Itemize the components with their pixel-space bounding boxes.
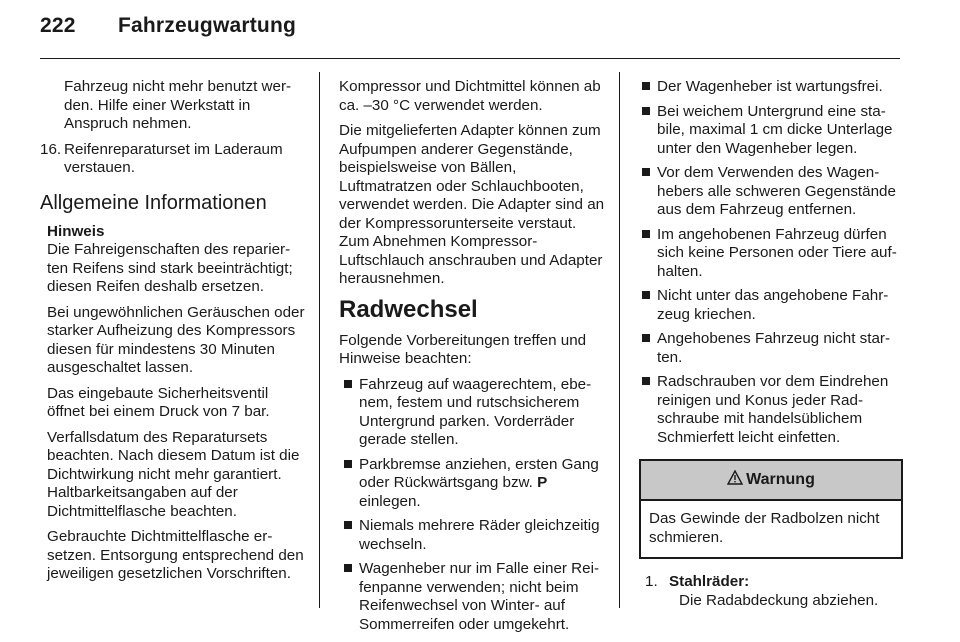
bullet-square-icon xyxy=(642,107,650,115)
paragraph: Die mitgelieferten Adapter können zum Aufpumpen anderer Gegenstände, beispielsweise von Bällen, Luftmatratzen oder Schlauchbooten, verwendet werden. Die Adapter sind an der Kompressorunterseite verstaut. Zum Abnehmen Kompressor-Luftschlauch anschrauben und Adapter herausnehmen. xyxy=(339,122,605,287)
note-paragraph: Gebrauchte Dichtmittelflasche ersetzen. Entsorgung entsprechend den jeweiligen gesetzlichen Vorschriften. xyxy=(47,528,304,582)
column-2 xyxy=(339,78,607,640)
step-text: Die Radabdeckung abziehen. xyxy=(679,591,879,609)
warning-triangle-icon xyxy=(727,470,743,490)
column-1 xyxy=(40,78,305,591)
intro-text: Folgende Vorbereitungen treffen und Hinweise beachten: xyxy=(339,331,587,367)
page-header xyxy=(40,14,296,38)
section-title-wheel-change: Radwechsel xyxy=(339,295,478,323)
section-title-general-info: Allgemeine Informationen xyxy=(40,191,267,214)
paragraph: Kompressor und Dichtmittel können ab ca. –30 °C verwendet werden. xyxy=(339,78,601,114)
list-item-16 xyxy=(40,141,305,178)
list-item: Angehobenes Fahrzeug nicht starten. xyxy=(637,330,903,367)
bullet-square-icon xyxy=(344,521,352,529)
list-item: Nicht unter das angehobene Fahrzeug kriechen. xyxy=(637,287,903,324)
bullet-square-icon xyxy=(642,230,650,238)
list-item: Parkbremse anziehen, ersten Gang oder Rückwärtsgang bzw. P einlegen. xyxy=(339,456,607,512)
list-item: Bei weichem Untergrund eine stabile, maximal 1 cm dicke Unterlage unter den Wagenheber legen. xyxy=(637,103,903,159)
note-paragraph: Das eingebaute Sicherheitsventil öffnet bei einem Druck von 7 bar. xyxy=(47,384,270,420)
note-paragraph: Die Fahreigenschaften des reparierten Reifens sind stark beeinträchtigt; diesen Reifen deshalb ersetzen. xyxy=(47,241,293,295)
list-item: Im angehobenen Fahrzeug dürfen sich keine Personen oder Tiere aufhalten. xyxy=(637,226,903,282)
note-paragraph: Verfallsdatum des Reparatursets beachten. Nach diesem Datum ist die Dichtwirkung nicht mehr garantiert. Haltbarkeitsangaben auf der Dichtmittelflasche beachten. xyxy=(47,428,300,520)
list-item: Vor dem Verwenden des Wagenhebers alle schweren Gegenstände aus dem Fahrzeug entfernen. xyxy=(637,164,903,220)
list-item: Wagenheber nur im Falle einer Reifenpanne verwenden; nicht beim Reifenwechsel von Winter- auf Sommerreifen oder umgekehrt. xyxy=(339,560,607,634)
note-title: Hinweis xyxy=(47,222,105,240)
step-1 xyxy=(645,573,903,610)
bullet-square-icon xyxy=(642,82,650,90)
list-text: Reifenreparaturset im Laderaum verstauen. xyxy=(64,140,283,176)
bullet-square-icon xyxy=(344,460,352,468)
list-item: Fahrzeug auf waagerechtem, ebenem, festem und rutschsicherem Untergrund parken. Vorderräder gerade stellen. xyxy=(339,376,607,450)
list-number: 16. xyxy=(40,140,62,158)
step-number: 1. xyxy=(645,573,658,590)
list-item: Niemals mehrere Räder gleichzeitig wechseln. xyxy=(339,517,607,554)
warning-box xyxy=(639,459,903,559)
warning-text: Das Gewinde der Radbolzen nicht schmieren. xyxy=(649,510,880,546)
list-item: Der Wagenheber ist wartungsfrei. xyxy=(637,78,903,97)
bullet-square-icon xyxy=(642,334,650,342)
list-item: Radschrauben vor dem Eindrehen reinigen und Konus jeder Radschraube mit handelsüblichem Schmierfett leicht einfetten. xyxy=(637,373,903,447)
note-block xyxy=(40,223,305,584)
column-3 xyxy=(637,78,903,610)
page-title: Fahrzeugwartung xyxy=(118,14,297,37)
bullet-square-icon xyxy=(642,291,650,299)
header-rule xyxy=(40,58,900,59)
bullet-square-icon xyxy=(642,168,650,176)
note-paragraph: Bei ungewöhnlichen Geräuschen oder starker Aufheizung des Kompressors diesen für mindestens 30 Minuten ausgeschaltet lassen. xyxy=(47,303,305,376)
continued-text: Fahrzeug nicht mehr benutzt werden. Hilfe einer Werkstatt in Anspruch nehmen. xyxy=(64,78,292,132)
column-divider-1 xyxy=(319,72,320,608)
column-divider-2 xyxy=(619,72,620,608)
step-label: Stahlräder: xyxy=(669,573,750,590)
bullet-square-icon xyxy=(642,377,650,385)
bullet-square-icon xyxy=(344,380,352,388)
bullet-square-icon xyxy=(344,564,352,572)
warning-title: Warnung xyxy=(746,470,815,488)
warning-header xyxy=(641,461,901,501)
page-number: 222 xyxy=(40,14,76,37)
